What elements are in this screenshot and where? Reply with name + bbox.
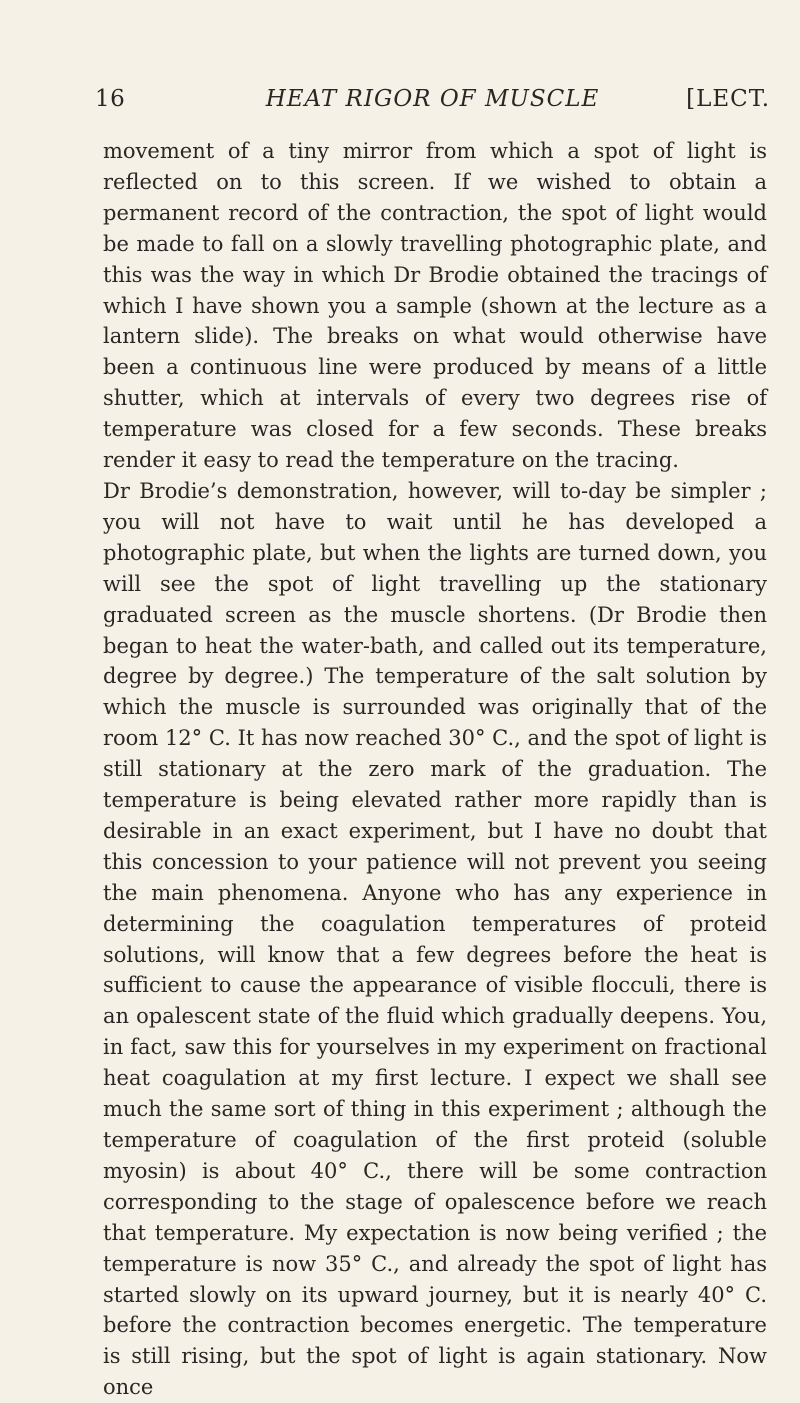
- running-head: [95, 86, 770, 122]
- body-text: [103, 136, 767, 1403]
- paragraph: Dr Brodie’s demonstration, however, will to-day be simpler ; you will not have to wait until he has developed a photographic plate, but when the lights are turned down, you will see the spot of light travelling up the stationary graduated screen as the muscle shortens. (Dr Brodie then began to heat the water-bath, and called out its temperature, degree by degree.) The temperature of the salt solution by which the muscle is surrounded was originally that of the room 12° C. It has now reached 30° C., and the spot of light is still stationary at the zero mark of the graduation. The temperature is being elevated rather more rapidly than is desirable in an exact experiment, but I have no doubt that this concession to your patience will not prevent you seeing the main phenomena. Anyone who has any experience in determining the coagulation temperatures of proteid solutions, will know that a few degrees before the heat is sufficient to cause the appearance of visible flocculi, there is an opalescent state of the fluid which gradually deepens. You, in fact, saw this for yourselves in my experiment on fractional heat coagulation at my first lecture. I expect we shall see much the same sort of thing in this experiment ; although the temperature of coagulation of the first proteid (soluble myosin) is about 40° C., there will be some contraction corresponding to the stage of opalescence before we reach that temperature. My expectation is now being verified ; the temperature is now 35° C., and already the spot of light has started slowly on its upward journey, but it is nearly 40° C. before the contraction becomes energetic. The temperature is still rising, but the spot of light is again stationary. Now once: [103, 478, 767, 1400]
- page-number: 16: [95, 86, 126, 112]
- paragraph-continued: movement of a tiny mirror from which a spot of light is reflected on to this screen. If we wished to obtain a permanent record of the contraction, the spot of light would be made to fall on a slowly travelling photographic plate, and this was the way in which Dr Brodie obtained the tracings of which I have shown you a sample (shown at the lecture as a lantern slide). The breaks on what would otherwise have been a continuous line were produced by means of a little shutter, which at intervals of every two degrees rise of temperature was closed for a few seconds. These breaks render it easy to read the temperature on the tracing.: [103, 139, 767, 473]
- running-title: HEAT RIGOR OF MUSCLE: [265, 86, 600, 112]
- section-mark: [LECT.: [686, 86, 770, 112]
